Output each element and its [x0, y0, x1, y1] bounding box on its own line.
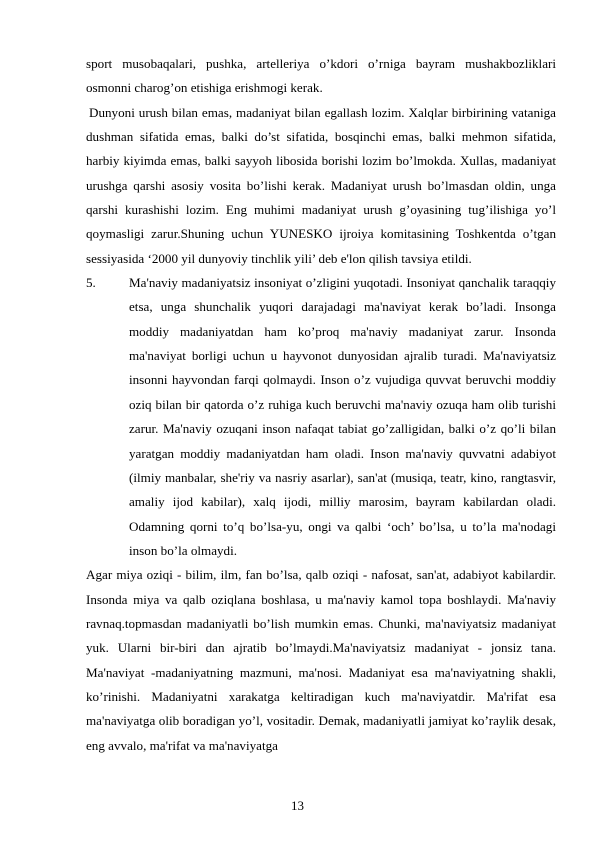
paragraph-4: Agar miya oziqi - bilim, ilm, fan bo’lsa, qalb oziqi - nafosat, san'at, adabiyot kabilardir. Insonda miya va qalb oziqlana boshlasa, u ma'naviy kamol topa boshlaydi. Ma'naviy ravnaq.topmasdan madaniyatli bo’lish mumkin emas. Chunki, ma'naviyatsiz madaniyat yuk. Ularni bir-biri dan ajratib bo’lmaydi.Ma'naviyatsiz madaniyat - jonsiz tana. Ma'naviyat -madaniyatning mazmuni, ma'nosi. Madaniyat esa ma'naviyatning shakli, ko’rinishi. Madaniyatni xarakatga keltiradigan kuch ma'naviyatdir. Ma'rifat esa ma'naviyatga olib boradigan yo’l, vositadir. Demak, madaniyatli jamiyat ko’raylik desak, eng avvalo, ma'rifat va ma'naviyatga	[86, 567, 556, 753]
numbered-paragraph	[86, 271, 556, 563]
paragraph-2: Dunyoni urush bilan emas, madaniyat bilan egallash lozim. Xalqlar birbirining vataniga dushman sifatida emas, balki do’st sifatida, bosqinchi emas, balki mehmon sifatida, harbiy kiyimda emas, balki sayyoh libosida borishi lozim bo’lmokda. Xullas, madaniyat urushga qarshi asosiy vosita bo’lishi kerak. Madaniyat urush bo’lmasdan oldin, unga qarshi kurashishi lozim. Eng muhimi madaniyat urush g’oyasining tug’ilishiga yo’l qoymasligi zarur.Shuning uchun YUNESKO ijroiya komitasining Toshkentda o’tgan sessiyasida ‘2000 yil dunyoviy tinchlik yili’ deb e'lon qilish tavsiya etildi.	[86, 104, 556, 266]
paragraph-1: sport musobaqalari, pushka, artelleriya o’kdori o’rniga bayram mushakbozliklari osmonni charog’on etishiga erishmogi kerak.	[86, 56, 556, 96]
document-body	[86, 52, 556, 758]
page-number: 13	[291, 798, 304, 813]
paragraph-number: 5.	[86, 275, 96, 291]
paragraph-3: Ma'naviy madaniyatsiz insoniyat o’zligini yuqotadi. Insoniyat qanchalik taraqqiy etsa, unga shunchalik yuqori darajadagi ma'naviyat kerak bo’ladi. Insonga moddiy madaniyatdan ham ko’proq ma'naviy madaniyat zarur. Insonda ma'naviyat borligi uchun u hayvonot dunyosidan ajralib turadi. Ma'naviyatsiz insonni hayvondan farqi qolmaydi. Inson o’z vujudiga quvvat beruvchi moddiy oziq bilan bir qatorda o’z ruhiga kuch beruvchi ma'naviy ozuqa ham olib turishi zarur. Ma'naviy ozuqani inson nafaqat tabiat go’zalligidan, balki o’z qo’li bilan yaratgan moddiy madaniyatdan ham oladi. Inson ma'naviy quvvatni adabiyot (ilmiy manbalar, she'riy va nasriy asarlar), san'at (musiqa, teatr, kino, rangtasvir, amaliy ijod kabilar), xalq ijodi, milliy marosim, bayram kabilardan oladi. Odamning qorni to’q bo’lsa-yu, ongi va qalbi ‘och’ bo’lsa, u to’la ma'nodagi inson bo’la olmaydi.	[129, 275, 556, 558]
